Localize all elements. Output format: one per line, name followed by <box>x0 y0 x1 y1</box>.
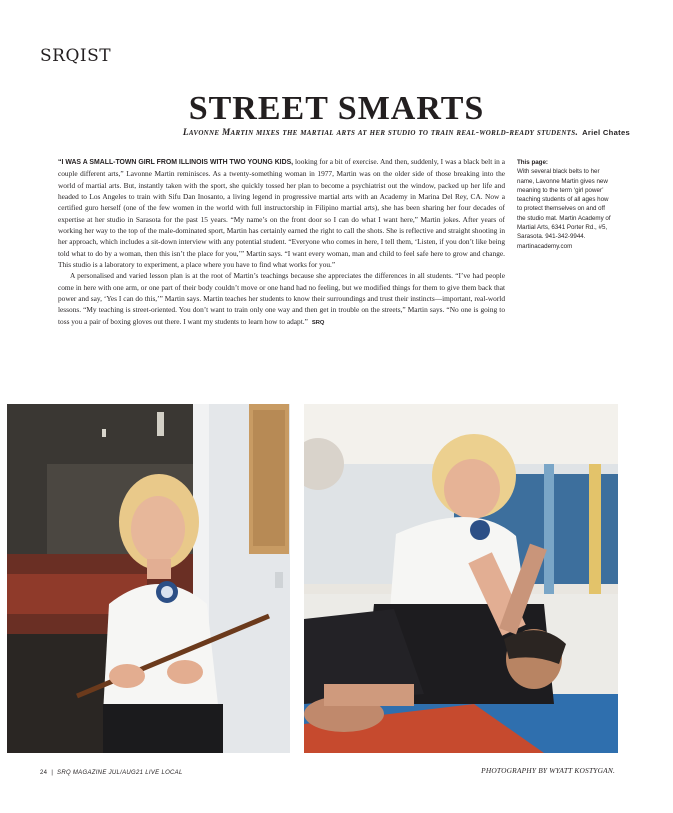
sidebar-caption <box>517 158 615 251</box>
photo-credit: PHOTOGRAPHY BY WYATT KOSTYGAN. <box>481 766 615 775</box>
sidebar-text: With several black belts to her name, Lavonne Martin gives new meaning to the term ‘girl power’ teaching students of all ages how to protect themselves on and off the studio mat. Martin Academy of Martial Arts, 6341 Porter Rd., #5, Sarasota. 941-342-9944. martinacademy.com <box>517 168 611 250</box>
sidebar-heading: This page: <box>517 159 548 166</box>
footer-separator: | <box>51 770 54 776</box>
page-number: 24 <box>40 770 48 776</box>
byline: Ariel Chates <box>582 128 630 137</box>
photo-instructor-portrait-image <box>7 404 290 753</box>
article-paragraph-2-text: A personalised and varied lesson plan is at the root of Martin’s teachings because she appreciates the differences in all students. “I’ve had people come in here with one arm, or one part of their body couldn’t move or one hand had no feeling, but we modified things for them to give them back that power and say, ‘Yes I can do this,’” Martin says. Martin teaches her students to know their surroundings and trust their instincts—important, real-world lessons. “My teaching is street-oriented. You don’t want to train only one way and then get in trouble on the streets,” Martin says. “No one is going to toss you a pair of boxing gloves out there. I want my students to learn how to adapt.” <box>58 271 505 326</box>
photo-instructor-portrait <box>7 404 290 753</box>
article-paragraph-2 <box>58 270 505 329</box>
end-mark: SRQ <box>311 319 325 326</box>
photo-technique-demonstration <box>304 404 618 753</box>
article-body <box>58 156 505 329</box>
deck <box>60 128 630 138</box>
section-logo: SRQIST <box>40 46 112 66</box>
article-paragraph-1-text: looking for a bit of exercise. And then, suddenly, I was a black belt in a couple different arts,” Lavonne Martin reminisces. As a twenty-something woman in 1977, Martin was on the older side of those breaking into the world of martial arts. But, instantly taken with the sport, she quickly tossed her plan to become a psychiatrist out the window, packed up her life and headed to Los Angeles to train with Sifu Dan Inosanto, a living legend in progressive martial arts with an Academy in Marina Del Rey, CA. Now a certified guro herself (one of the few women in the world with full instructorship in Filipino martial arts), she has been sharing her four decades of expertise at her studio in Sarasota for the past 15 years. “My name’s on the front door so I can do what I want here,” Martin jokes. After years of working her way to the top of the male-dominated sport, Martin has certainly earned the right to call the shots. She is reflective and straight shooting in her approach, which includes a sit-down interview with any potential student. “Everyone who comes in here, I tell them, ‘Listen, if you don’t like being told what to do by a woman, then this isn’t the place for you,’” Martin says. “I want every woman, man and child to feel safe here to grow and change. This studio is a laboratory to experiment, a place where you have to find what works for you.” <box>58 157 505 270</box>
magazine-issue: SRQ MAGAZINE JUL/AUG21 LIVE LOCAL <box>57 770 183 776</box>
photo-technique-demonstration-image <box>304 404 618 753</box>
headline: STREET SMARTS <box>188 90 485 127</box>
article-paragraph-1 <box>58 156 505 270</box>
article-lead: “I WAS A SMALL-TOWN GIRL FROM ILLINOIS WITH TWO YOUNG KIDS, <box>58 159 294 166</box>
deck-text: Lavonne Martin mixes the martial arts at her studio to train real-world-ready students. <box>182 128 579 138</box>
page-footer <box>40 770 183 776</box>
